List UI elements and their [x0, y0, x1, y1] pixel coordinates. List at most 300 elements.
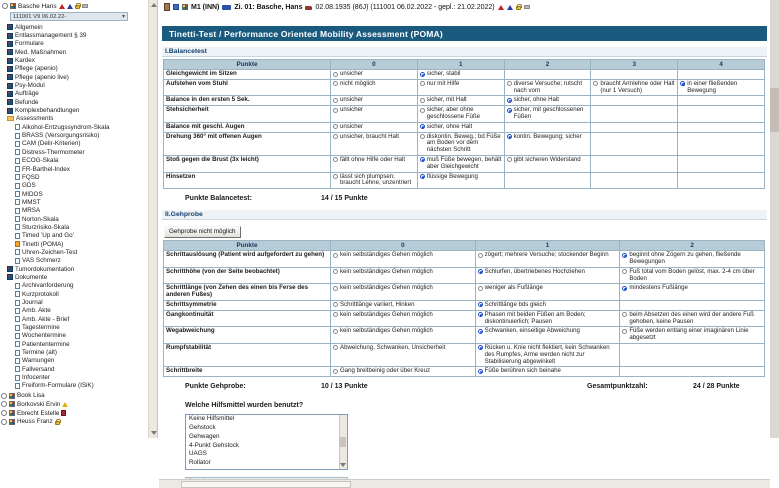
aids-listbox[interactable] — [185, 414, 348, 470]
option-cell — [331, 96, 418, 106]
sidebar-item-assessments[interactable] — [0, 115, 148, 123]
sidebar-item-ecog-skala[interactable] — [0, 157, 148, 165]
room-patient-label: Zi. 01: Basche, Hans — [234, 3, 303, 11]
document-icon — [15, 316, 20, 322]
listbox-option-gehstock[interactable]: Gehstock — [189, 423, 216, 431]
document-icon — [15, 341, 20, 347]
sidebar-item-infocenter[interactable] — [0, 373, 148, 381]
radio-option[interactable] — [333, 312, 473, 319]
sidebar-item-label: Med. Maßnahmen — [15, 48, 67, 56]
option-label: Schrittlänge bds gleich — [484, 300, 546, 308]
sidebar-item-sturzrisiko-skala[interactable] — [0, 223, 148, 231]
sidebar-item-distress-thermometer[interactable] — [0, 148, 148, 156]
sidebar-item-label: Termine (alt) — [22, 349, 57, 357]
warning-red-icon[interactable] — [498, 5, 504, 10]
radio-option[interactable] — [333, 368, 473, 375]
option-cell — [620, 251, 765, 268]
module-icon — [7, 99, 13, 105]
warning-yellow-icon — [62, 402, 68, 407]
sidebar-item-label: GDS — [22, 182, 36, 190]
column-header-1: 1 — [475, 241, 620, 251]
radio-icon[interactable] — [333, 98, 338, 103]
radio-option[interactable] — [593, 81, 675, 95]
patient-info-bar — [159, 0, 770, 12]
gait-section-header — [162, 210, 767, 220]
gait-not-possible-button[interactable]: Gehprobe nicht möglich — [164, 226, 241, 238]
radio-option[interactable] — [333, 71, 415, 78]
listbox-option-uags[interactable]: UAGS — [189, 450, 207, 458]
sidebar-item-befunde[interactable] — [0, 98, 148, 106]
radio-option[interactable] — [622, 269, 762, 283]
radio-option[interactable] — [507, 107, 589, 121]
option-label: sicher, aber ohne geschlossene Füße — [426, 106, 480, 120]
sidebar-item-uhren-zeichen-test[interactable] — [0, 248, 148, 256]
sidebar-item-entlassmanagement-39[interactable] — [0, 31, 148, 39]
warning-blue-icon[interactable] — [507, 5, 513, 10]
table-row-aufstehen-vom-stuhl — [164, 79, 765, 96]
radio-icon[interactable] — [420, 134, 425, 139]
sidebar-item-fr-barthel-index[interactable] — [0, 165, 148, 173]
radio-option[interactable] — [333, 302, 473, 309]
option-cell — [475, 343, 620, 366]
patient-row-heuss-franz[interactable] — [0, 418, 148, 427]
radio-option[interactable] — [333, 81, 415, 88]
radio-icon[interactable] — [507, 81, 512, 86]
radio-selected-icon[interactable] — [507, 98, 512, 103]
radio-option[interactable] — [333, 134, 415, 141]
sidebar-item-kardex[interactable] — [0, 56, 148, 64]
module-icon — [7, 58, 13, 64]
radio-icon[interactable] — [333, 81, 338, 86]
radio-icon[interactable] — [622, 329, 627, 334]
radio-icon[interactable] — [333, 286, 338, 291]
sidebar-item-tagestermine[interactable] — [0, 323, 148, 331]
unit-label: M1 (INN) — [191, 3, 220, 11]
module-icon — [7, 83, 13, 89]
radio-option[interactable] — [420, 134, 502, 154]
sidebar-item-label: Freiform-Formulare (ISiK) — [22, 382, 94, 390]
sidebar-item-label: MRSA — [22, 207, 41, 215]
gait-test-table — [163, 240, 765, 377]
scroll-up-icon[interactable] — [151, 3, 157, 7]
sidebar-item-label: VAS Schmerz — [22, 257, 61, 265]
radio-selected-icon[interactable] — [478, 329, 483, 334]
option-label: kein selbständiges Gehen möglich — [340, 251, 433, 259]
horizontal-scrollbar[interactable] — [159, 479, 770, 488]
radio-option[interactable] — [507, 134, 589, 141]
radio-option[interactable] — [622, 312, 762, 326]
option-cell — [331, 172, 418, 189]
option-cell — [678, 96, 765, 106]
document-icon — [15, 283, 20, 289]
sidebar-item-label: Pflege (apenio live) — [15, 73, 69, 81]
radio-option[interactable] — [680, 81, 762, 95]
row-label: Wegabweichung — [164, 327, 331, 344]
option-cell — [678, 155, 765, 172]
radio-option[interactable] — [507, 97, 589, 104]
option-cell — [417, 132, 504, 155]
sidebar-item-label: MMST — [22, 198, 41, 206]
patient-name: Heuss Franz — [17, 418, 53, 426]
patient-name: Ebrecht Estelle — [17, 409, 60, 417]
option-cell — [475, 267, 620, 284]
scrollbar-thumb[interactable] — [770, 88, 779, 132]
option-cell — [504, 96, 591, 106]
radio-selected-icon[interactable] — [420, 72, 425, 77]
sidebar-item-label: FR-Barthel-Index — [22, 165, 70, 173]
case-selector-value: 111001 V9 06.02.22- — [13, 13, 67, 20]
module-icon — [7, 41, 13, 47]
radio-icon[interactable] — [333, 253, 338, 258]
patient-row-book-lisa[interactable] — [0, 391, 148, 400]
sidebar-item-label: MIDOS — [22, 190, 43, 198]
column-header-punkte: Punkte — [164, 60, 331, 70]
sidebar-item-warnungen[interactable] — [0, 357, 148, 365]
option-cell — [331, 284, 476, 301]
sidebar-item-archivanforderung[interactable] — [0, 282, 148, 290]
radio-icon[interactable] — [333, 157, 338, 162]
sidebar-item-label: Psy-Modul — [15, 82, 45, 90]
sidebar-item-amb-akte-brief[interactable] — [0, 315, 148, 323]
table-header-row — [164, 60, 765, 70]
document-icon — [15, 191, 20, 197]
radio-icon[interactable] — [420, 108, 425, 113]
total-score-label: Gesamtpunktzahl: — [587, 383, 648, 391]
sidebar-item-label: Journal — [22, 299, 43, 307]
row-label: Schrittauslösung (Patient wird aufgefordert zu gehen) — [164, 251, 331, 268]
radio-option[interactable] — [333, 252, 473, 259]
sidebar-item-tumordokumentation[interactable] — [0, 265, 148, 273]
radio-selected-icon[interactable] — [507, 108, 512, 113]
patient-category-icon — [182, 4, 188, 10]
radio-icon[interactable] — [478, 286, 483, 291]
document-icon — [15, 358, 20, 364]
option-cell — [331, 122, 418, 132]
radio-option[interactable] — [478, 269, 618, 276]
listbox-option-gehwagen[interactable]: Gehwagen — [189, 432, 220, 440]
table-row-rumpfstabilit-t — [164, 343, 765, 366]
sidebar-item-patiententermine[interactable] — [0, 340, 148, 348]
option-label: Gang breitbeinig oder über Kreuz — [340, 367, 431, 375]
sidebar-item-psy-modul[interactable] — [0, 81, 148, 89]
radio-icon[interactable] — [333, 369, 338, 374]
document-icon — [15, 366, 20, 372]
table-row-gleichgewicht-im-sitzen — [164, 70, 765, 80]
sidebar-item-timed-up-and-go[interactable] — [0, 232, 148, 240]
module-icon — [7, 24, 13, 30]
document-icon — [15, 216, 20, 222]
radio-icon[interactable] — [333, 134, 338, 139]
scroll-down-icon[interactable] — [151, 431, 157, 435]
option-cell — [591, 132, 678, 155]
radio-option[interactable] — [333, 269, 473, 276]
option-cell — [591, 172, 678, 189]
radio-icon[interactable] — [420, 81, 425, 86]
radio-icon[interactable] — [507, 157, 512, 162]
radio-selected-icon[interactable] — [420, 124, 425, 129]
row-label: Schritthöhe (von der Seite beobachtet) — [164, 267, 331, 284]
table-row-gangkontinuit-t — [164, 310, 765, 327]
option-cell — [678, 70, 765, 80]
option-cell — [417, 106, 504, 123]
radio-selected-icon[interactable] — [680, 81, 685, 86]
patient-row-borkovski-ervin[interactable] — [0, 400, 148, 409]
radio-icon[interactable] — [333, 174, 338, 179]
sidebar-item-komplexbehandlungen[interactable] — [0, 106, 148, 114]
option-cell — [475, 367, 620, 377]
option-label: kein selbständiges Gehen möglich — [340, 284, 433, 292]
document-icon — [15, 199, 20, 205]
sidebar-item-mrsa[interactable] — [0, 207, 148, 215]
option-cell — [475, 310, 620, 327]
option-cell — [678, 132, 765, 155]
radio-option[interactable] — [333, 97, 415, 104]
sidebar-item-pflege-apenio[interactable] — [0, 65, 148, 73]
sidebar-item-pflege-apenio-live[interactable] — [0, 73, 148, 81]
option-cell — [331, 132, 418, 155]
radio-option[interactable] — [420, 174, 502, 181]
scrollbar-thumb[interactable] — [340, 437, 346, 447]
radio-icon[interactable] — [333, 269, 338, 274]
module-icon — [7, 66, 13, 72]
radio-selected-icon[interactable] — [478, 312, 483, 317]
radio-selected-icon[interactable] — [420, 174, 425, 179]
option-label: beim Absetzen des einen wird der andere Fuß gehoben, keine Pausen — [629, 310, 754, 325]
radio-icon[interactable] — [622, 312, 627, 317]
sidebar-item-cam-delir-kriterien[interactable] — [0, 140, 148, 148]
patient-details-label: 02.08.1935 (86J) (111001 06.02.2022 - gepl.: 21.02.2022) — [315, 3, 495, 11]
sidebar-item-kurzprotokoll[interactable] — [0, 290, 148, 298]
patient-category-icon — [9, 401, 15, 407]
form-title: Tinetti-Test / Performance Oriented Mobility Assessment (POMA) — [169, 28, 443, 39]
case-selector-dropdown[interactable] — [10, 12, 128, 21]
document-icon — [15, 174, 20, 180]
radio-option[interactable] — [622, 328, 762, 342]
sidebar-item-allgemein[interactable] — [0, 23, 148, 31]
option-cell — [678, 106, 765, 123]
sidebar-item-label: Assessments — [16, 115, 54, 123]
radio-option[interactable] — [478, 368, 618, 375]
radio-option[interactable] — [507, 157, 589, 164]
document-icon — [15, 300, 20, 306]
column-header-1: 1 — [417, 60, 504, 70]
row-label: Aufstehen vom Stuhl — [164, 79, 331, 96]
sidebar-item-fqsd[interactable] — [0, 173, 148, 181]
radio-icon[interactable] — [420, 98, 425, 103]
sidebar-item-brass-versorgungsrisiko[interactable] — [0, 131, 148, 139]
option-label: sicher, mit Halt — [426, 96, 467, 104]
option-label: Fuß total vom Boden gelöst, max. 2-4 cm über Boden — [629, 267, 755, 282]
patient-row-ebrecht-estelle[interactable] — [0, 409, 148, 418]
scrollbar-thumb[interactable] — [181, 481, 351, 488]
sidebar-item-med-ma-nahmen[interactable] — [0, 48, 148, 56]
option-cell — [475, 327, 620, 344]
sidebar-item-label: Warnungen — [22, 357, 55, 365]
radio-icon[interactable] — [333, 312, 338, 317]
radio-option[interactable] — [478, 328, 618, 335]
sidebar-item-gds[interactable] — [0, 182, 148, 190]
balance-score-value: 14 / 15 Punkte — [321, 195, 368, 203]
option-label: kein selbständiges Gehen möglich — [340, 327, 433, 335]
radio-icon[interactable] — [333, 302, 338, 307]
sidebar-item-mmst[interactable] — [0, 198, 148, 206]
radio-option[interactable] — [420, 97, 502, 104]
sidebar-item-freiform-formulare-isik[interactable] — [0, 382, 148, 390]
radio-option[interactable] — [333, 174, 415, 188]
aids-question: Welche Hilfsmittel wurden benutzt? — [185, 402, 304, 410]
row-label: Stehsicherheit — [164, 106, 331, 123]
option-cell — [417, 122, 504, 132]
radio-option[interactable] — [420, 71, 502, 78]
option-cell — [591, 106, 678, 123]
table-row-hinsetzen — [164, 172, 765, 189]
column-header-0: 0 — [331, 241, 476, 251]
row-label: Gleichgewicht im Sitzen — [164, 70, 331, 80]
sidebar-item-alkohol-entzugssyndrom-skala[interactable] — [0, 123, 148, 131]
option-label: nur mit Hilfe — [426, 79, 460, 87]
listbox-option-keine-hilfsmittel[interactable]: Keine Hilfsmittel — [189, 415, 235, 423]
radio-selected-icon[interactable] — [478, 302, 483, 307]
radio-option[interactable] — [420, 107, 502, 121]
option-label: sicher, ohne Halt — [426, 122, 473, 130]
listbox-option-rollator[interactable]: Rollator — [189, 459, 211, 467]
scroll-down-icon[interactable] — [340, 463, 346, 467]
total-score-value: 24 / 28 Punkte — [693, 383, 740, 391]
radio-selected-icon[interactable] — [420, 157, 425, 162]
module-icon — [7, 266, 13, 272]
radio-option[interactable] — [420, 124, 502, 131]
sidebar-item-formulare[interactable] — [0, 40, 148, 48]
radio-option[interactable] — [478, 252, 618, 259]
option-cell — [417, 79, 504, 96]
option-label: Abweichung, Schwanken, Unsicherheit — [340, 343, 446, 351]
option-cell — [504, 106, 591, 123]
patient-category-icon — [9, 419, 15, 425]
option-label: muß Füße bewegen, behält aber Gleichgewicht — [426, 155, 502, 170]
radio-selected-icon[interactable] — [478, 269, 483, 274]
sidebar-item-auftr-ge[interactable] — [0, 90, 148, 98]
window-right-scrollbar[interactable] — [770, 0, 779, 438]
sidebar-item-dokumente[interactable] — [0, 273, 148, 281]
table-row-sto-gegen-die-brust-3x-leicht — [164, 155, 765, 172]
warning-red-icon — [59, 4, 65, 9]
sidebar-item-amb-akte[interactable] — [0, 307, 148, 315]
radio-option[interactable] — [478, 345, 618, 365]
radio-option[interactable] — [622, 252, 762, 266]
radio-option[interactable] — [333, 124, 415, 131]
radio-icon[interactable] — [333, 124, 338, 129]
radio-selected-icon[interactable] — [622, 253, 627, 258]
table-row-schrittbreite — [164, 367, 765, 377]
sidebar-item-wochentermine[interactable] — [0, 332, 148, 340]
option-cell — [620, 284, 765, 301]
document-icon — [15, 308, 20, 314]
patient-name: Book Lisa — [17, 392, 45, 400]
option-label: Schlurfen, übertriebenes Hochziehen — [484, 267, 585, 275]
sidebar-item-label: Allgemein — [15, 23, 43, 31]
radio-icon[interactable] — [593, 81, 598, 86]
document-icon — [15, 350, 20, 356]
lock-icon — [516, 6, 521, 10]
gait-section-title: II.Gehprobe — [165, 211, 203, 219]
sidebar-item-termine-alt[interactable] — [0, 348, 148, 356]
warning-blue-icon — [67, 4, 73, 9]
listbox-scrollbar[interactable] — [339, 415, 347, 469]
listbox-option-4-punkt-gehstock[interactable]: 4-Punkt Gehstock — [189, 441, 240, 449]
row-label: Schrittbreite — [164, 367, 331, 377]
radio-option[interactable] — [333, 107, 415, 114]
radio-icon[interactable] — [622, 269, 627, 274]
patient-status-icon — [2, 3, 8, 9]
sidebar-item-label: Dokumente — [15, 273, 48, 281]
table-row-drehung-360-mit-offenen-augen — [164, 132, 765, 155]
radio-option[interactable] — [333, 345, 473, 352]
room-icon — [222, 5, 231, 10]
radio-selected-icon[interactable] — [622, 286, 627, 291]
radio-option[interactable] — [478, 312, 618, 326]
radio-icon[interactable] — [333, 329, 338, 334]
radio-option[interactable] — [622, 285, 762, 292]
radio-option[interactable] — [333, 157, 415, 164]
radio-option[interactable] — [478, 302, 618, 309]
gait-score-value: 10 / 13 Punkte — [321, 383, 368, 391]
sidebar-patient-list — [0, 391, 148, 426]
radio-selected-icon[interactable] — [507, 134, 512, 139]
table-row-schrittl-nge-von-zehen-des-einen-bis-ferse-des-anderen-fu-es — [164, 284, 765, 301]
balance-section-title: I.Balancetest — [165, 48, 207, 55]
table-row-stehsicherheit — [164, 106, 765, 123]
radio-icon[interactable] — [333, 345, 338, 350]
option-label: diskontin. Beweg.; bd Füße am Boden vor dem nächsten Schritt — [426, 132, 501, 154]
radio-selected-icon[interactable] — [478, 345, 483, 350]
option-cell — [678, 172, 765, 189]
form-titlebar — [162, 26, 767, 41]
sidebar-patient-header[interactable] — [0, 0, 148, 11]
radio-option[interactable] — [333, 328, 473, 335]
row-label: Schrittsymmetrie — [164, 300, 331, 310]
radio-option[interactable] — [420, 157, 502, 171]
sidebar-item-journal[interactable] — [0, 298, 148, 306]
option-cell — [620, 310, 765, 327]
option-label: diverse Versuche; rutscht nach vorn — [513, 79, 583, 94]
sidebar-item-tinetti-poma[interactable] — [0, 240, 148, 248]
radio-option[interactable] — [420, 81, 502, 88]
sidebar-item-fallversand[interactable] — [0, 365, 148, 373]
sidebar-item-label: Komplexbehandlungen — [15, 107, 80, 115]
column-header-punkte: Punkte — [164, 241, 331, 251]
alert-icon — [61, 410, 66, 416]
radio-option[interactable] — [333, 285, 473, 292]
radio-option[interactable] — [478, 285, 618, 292]
sidebar-item-vas-schmerz[interactable] — [0, 257, 148, 265]
lock-icon — [55, 421, 60, 425]
option-label: braucht Armlehne oder Halt (nur 1 Versuch) — [600, 79, 675, 94]
sidebar-item-norton-skala[interactable] — [0, 215, 148, 223]
sidebar-item-label: Kurzprotokoll — [22, 290, 59, 298]
radio-option[interactable] — [507, 81, 589, 95]
radio-icon[interactable] — [478, 253, 483, 258]
sidebar-item-midos[interactable] — [0, 190, 148, 198]
column-header-3: 3 — [591, 60, 678, 70]
radio-selected-icon[interactable] — [478, 369, 483, 374]
table-row-balance-in-den-ersten-5-sek — [164, 96, 765, 106]
sidebar-scrollbar[interactable] — [148, 0, 158, 438]
sidebar-item-label: Alkohol-Entzugssyndrom-Skala — [22, 123, 110, 131]
radio-icon[interactable] — [333, 72, 338, 77]
radio-icon[interactable] — [333, 108, 338, 113]
option-cell — [591, 122, 678, 132]
sidebar-item-label: Fallversand — [22, 365, 55, 373]
